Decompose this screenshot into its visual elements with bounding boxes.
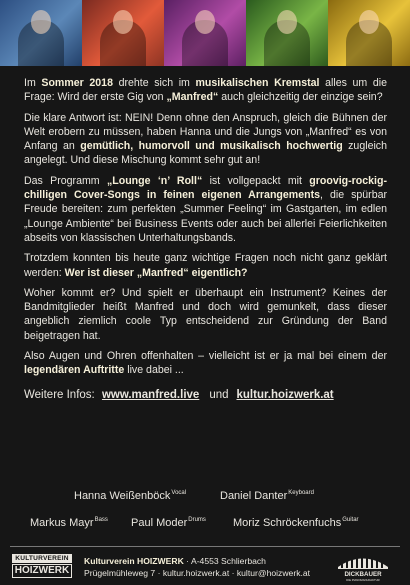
member-5: Moriz Schröckenfuchs$^{Guitar}$ <box>233 517 359 529</box>
paragraph-programme: Das Programm „Lounge ‘n’ Roll“ ist vollgepackt mit groovig-rockig-chilligen Cover-Songs in feinen eigenen Arrangements, die spürbar Freude bereiten: zum perfekten „Summer Feeling“ im Gastgarten, im edlen „Lounge Ambiente“ bei Business Events oder auch bei allerlei Feierlichkeiten abseits von klassischen Unterhaltungsbands. <box>24 174 388 244</box>
footer-divider <box>10 546 400 547</box>
member-1: Hanna Weißenböck$^{Vocal}$ <box>74 490 187 502</box>
paragraph-answer: Die klare Antwort ist: NEIN! Denn ohne den Anspruch, gleich die Bühnen der Welt erobern zu müssen, haben Hanna und die Jungs von „Manfred“ es von Anfang an gemütlich, humorvoll und musikalisch hochwertig zugleich angelegt. Und diese Mischung kommt sehr gut an! <box>24 111 388 167</box>
kulturverein-logo: KULTURVEREIN HOIZWERK <box>12 554 72 578</box>
paragraph-question: Trotzdem konnten bis heute ganz wichtige Fragen noch nicht ganz geklärt werden: Wer ist dieser „Manfred“ eigentlich? <box>24 252 387 279</box>
band-photo-4 <box>246 0 328 66</box>
band-photo-strip <box>0 0 410 66</box>
member-4: Paul Moder$^{Drums}$ <box>131 517 206 529</box>
svg-text:DICKBAUER: DICKBAUER <box>344 571 382 578</box>
footer <box>0 550 410 585</box>
paragraph-closing: Also Augen und Ohren offenhalten – vielleicht ist er ja mal bei einem der legendären Auftritte live dabei ... <box>24 350 387 377</box>
band-photo-5 <box>328 0 410 66</box>
info-links <box>24 388 387 402</box>
link-manfred[interactable]: www.manfred.live <box>101 388 200 401</box>
member-2: Daniel Danter$^{Keyboard}$ <box>220 490 314 502</box>
description-text <box>24 76 387 402</box>
link-separator: und <box>209 388 229 401</box>
dickbauer-logo <box>332 552 394 582</box>
footer-address: Kulturverein HOIZWERK · A-4553 Schlierbach Prügelmühleweg 7 · kultur.hoizwerk.at · kultur@hoizwerk.at <box>84 556 311 578</box>
band-photo-3 <box>164 0 246 66</box>
svg-text:DIE PIANOMANUFAKTUR: DIE PIANOMANUFAKTUR <box>346 578 380 582</box>
band-photo-1 <box>0 0 82 66</box>
info-label: Weitere Infos: <box>24 388 95 401</box>
member-3: Markus Mayr$^{Bass}$ <box>30 517 108 529</box>
paragraph-intro: Im Sommer 2018 drehte sich im musikalischen Kremstal alles um die Frage: Wird der erste Gig von „Manfred“ auch gleichzeitig der einzige sein? <box>24 77 387 104</box>
link-hoizwerk[interactable]: kultur.hoizwerk.at <box>236 388 334 401</box>
band-photo-2 <box>82 0 164 66</box>
paragraph-origin: Woher kommt er? Und spielt er überhaupt ein Instrument? Keines der Bandmitglieder heißt Manfred und doch wird gemunkelt, dass dieser angeblich ziemlich coole Typ entscheidend zur Gründung der Band beigetragen hat. <box>24 286 387 342</box>
